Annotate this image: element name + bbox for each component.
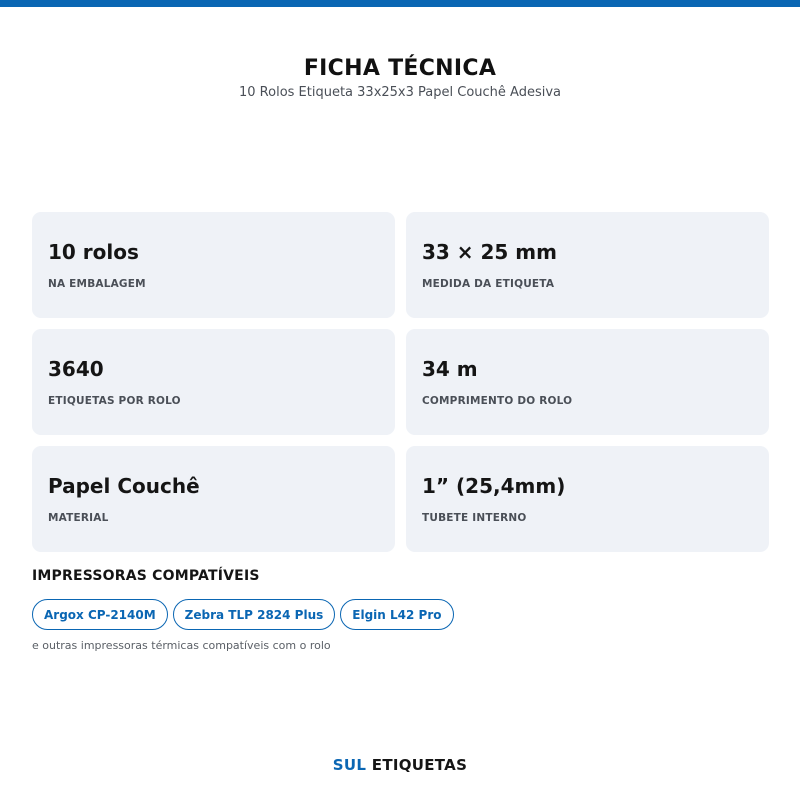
printer-chip-list (32, 599, 769, 630)
spec-label: MEDIDA DA ETIQUETA (422, 278, 555, 290)
brand-logo-text (0, 755, 800, 775)
compatible-printers-section (32, 567, 769, 653)
spec-value: 10 rolos (48, 240, 139, 264)
spec-value: 3640 (48, 357, 104, 381)
spec-label: NA EMBALAGEM (48, 278, 146, 290)
spec-value: 1” (25,4mm) (422, 474, 566, 498)
spec-card-quantity (32, 212, 395, 318)
spec-value: 34 m (422, 357, 478, 381)
spec-label: ETIQUETAS POR ROLO (48, 395, 181, 407)
brand-rest: ETIQUETAS (366, 756, 468, 774)
printers-heading: IMPRESSORAS COMPATÍVEIS (32, 568, 260, 584)
spec-label: TUBETE INTERNO (422, 512, 527, 524)
spec-label: COMPRIMENTO DO ROLO (422, 395, 573, 407)
printer-chip-elgin[interactable]: Elgin L42 Pro (340, 599, 453, 630)
spec-value: 33 × 25 mm (422, 240, 557, 264)
brand-accent: SUL (332, 756, 367, 774)
page-header (0, 56, 800, 101)
spec-card-label-size (406, 212, 769, 318)
printer-chip-zebra[interactable]: Zebra TLP 2824 Plus (173, 599, 336, 630)
spec-card-material (32, 446, 395, 552)
printer-chip-argox[interactable]: Argox CP-2140M (32, 599, 168, 630)
spec-grid (32, 212, 769, 552)
top-accent-bar (0, 0, 800, 7)
spec-card-core (406, 446, 769, 552)
spec-label: MATERIAL (48, 512, 109, 524)
spec-card-labels-per-roll (32, 329, 395, 435)
page-title: FICHA TÉCNICA (303, 56, 497, 81)
page-subtitle: 10 Rolos Etiqueta 33x25x3 Papel Couchê Adesiva (239, 85, 561, 100)
spec-value: Papel Couchê (48, 474, 200, 498)
spec-card-roll-length (406, 329, 769, 435)
printers-note: e outras impressoras térmicas compatíveis com o rolo (32, 639, 331, 652)
